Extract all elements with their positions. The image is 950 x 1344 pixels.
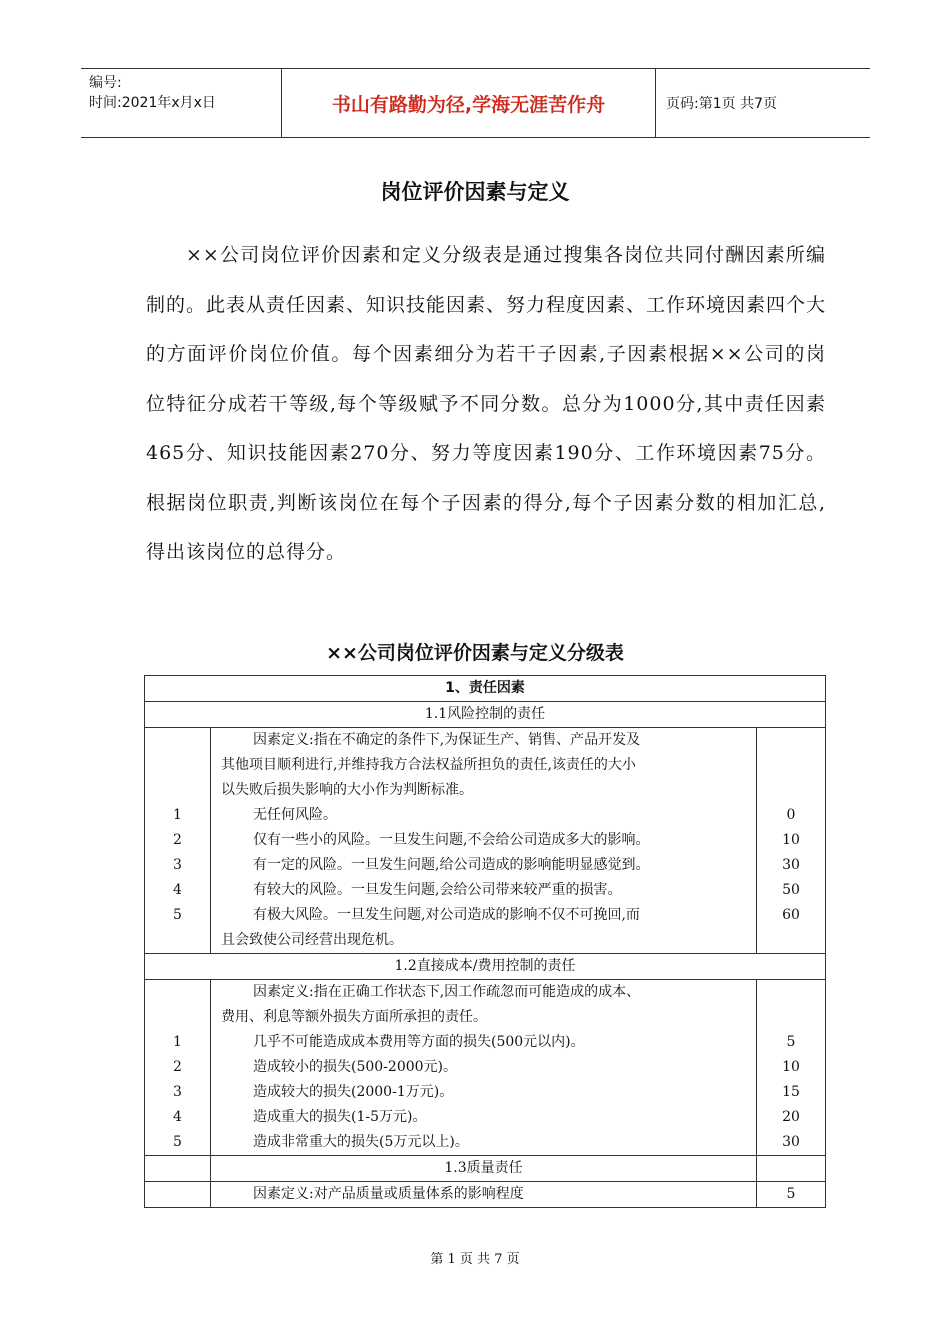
level-text: 有一定的风险。一旦发生问题,给公司造成的影响能明显感觉到。	[253, 857, 650, 873]
level-number: 5	[173, 907, 182, 923]
section-header-row	[145, 676, 826, 702]
level-points: 60	[782, 907, 800, 923]
level-number-column	[145, 980, 211, 1156]
subfactor-3-body	[145, 1182, 826, 1208]
time-label: 时间:2021年x月x日	[89, 95, 216, 111]
level-text: 有较大的风险。一旦发生问题,会给公司带来较严重的损害。	[253, 882, 622, 898]
level-points: 30	[782, 857, 800, 873]
definition-line: 因素定义:指在不确定的条件下,为保证生产、销售、产品开发及	[253, 732, 641, 748]
level-text: 造成重大的损失(1-5万元)。	[253, 1109, 427, 1125]
subfactor-1-title: 1.1风险控制的责任	[145, 702, 826, 728]
page-footer: 第 1 页 共 7 页	[430, 1252, 520, 1267]
subfactor-1-header-row	[145, 702, 826, 728]
code-label: 编号:	[89, 75, 122, 91]
definition-line: 费用、利息等额外损失方面所承担的责任。	[221, 1009, 487, 1025]
level-points: 15	[782, 1084, 800, 1100]
evaluation-table	[144, 675, 826, 1208]
level-text: 几乎不可能造成成本费用等方面的损失(500元以内)。	[253, 1034, 585, 1050]
level-points: 30	[782, 1134, 800, 1150]
level-number: 4	[173, 1109, 182, 1125]
level-points: 5	[786, 1034, 796, 1050]
subfactor-3-header-row	[145, 1156, 826, 1182]
level-text: 造成非常重大的损失(5万元以上)。	[253, 1134, 469, 1150]
intro-paragraph: ××公司岗位评价因素和定义分级表是通过搜集各岗位共同付酬因素所编制的。此表从责任因素、知识技能因素、努力程度因素、工作环境因素四个大的方面评价岗位价值。每个因素细分为若干子因素,子因素根据××公司的岗位特征分成若干等级,每个等级赋予不同分数。总分为1000分,其中责任因素465分、知识技能因素270分、努力等度因素190分、工作环境因素75分。根据岗位职责,判断该岗位在每个子因素的得分,每个子因素分数的相加汇总,得出该岗位的总得分。	[146, 244, 827, 563]
level-number: 3	[173, 857, 182, 873]
level-points: 20	[782, 1109, 800, 1125]
points-column	[757, 728, 826, 954]
subfactor-2-body	[145, 980, 826, 1156]
level-points: 0	[786, 807, 796, 823]
document-title: 岗位评价因素与定义	[380, 180, 570, 204]
level-number: 2	[173, 1059, 182, 1075]
section-header: 1、责任因素	[145, 676, 826, 702]
level-points: 10	[782, 1059, 800, 1075]
level-points: 5	[786, 1186, 796, 1202]
level-text: 无任何风险。	[253, 807, 337, 823]
level-number: 1	[173, 1034, 182, 1050]
subfactor-2-title: 1.2直接成本/费用控制的责任	[145, 954, 826, 980]
subfactor-1-body	[145, 728, 826, 954]
header-page-info: 页码:第1页 共7页	[666, 96, 777, 112]
description-column	[211, 980, 757, 1156]
definition-line: 其他项目顺利进行,并维持我方合法权益所担负的责任,该责任的大小	[221, 757, 636, 773]
level-number: 2	[173, 832, 182, 848]
page-header	[81, 68, 870, 138]
level-number-column	[145, 728, 211, 954]
level-text: 造成较小的损失(500-2000元)。	[253, 1059, 458, 1075]
definition-line: 因素定义:指在正确工作状态下,因工作疏忽而可能造成的成本、	[253, 984, 641, 1000]
header-meta	[81, 69, 281, 137]
level-number: 5	[173, 1134, 182, 1150]
level-text: 仅有一些小的风险。一旦发生问题,不会给公司造成多大的影响。	[253, 832, 650, 848]
level-number: 1	[173, 807, 182, 823]
level-text-continued: 且会致使公司经营出现危机。	[221, 932, 403, 948]
definition-line: 因素定义:对产品质量或质量体系的影响程度	[253, 1186, 524, 1202]
level-text: 造成较大的损失(2000-1万元)。	[253, 1084, 454, 1100]
points-column	[757, 980, 826, 1156]
subfactor-2-header-row	[145, 954, 826, 980]
header-motto: 书山有路勤为径,学海无涯苦作舟	[281, 69, 656, 137]
level-text: 有极大风险。一旦发生问题,对公司造成的影响不仅不可挽回,而	[253, 907, 640, 923]
level-number: 3	[173, 1084, 182, 1100]
definition-line: 以失败后损失影响的大小作为判断标准。	[221, 782, 473, 798]
level-number: 4	[173, 882, 182, 898]
table-title: ××公司岗位评价因素与定义分级表	[326, 642, 624, 664]
subfactor-3-title: 1.3质量责任	[211, 1156, 757, 1182]
description-column	[211, 728, 757, 954]
level-points: 10	[782, 832, 800, 848]
level-points: 50	[782, 882, 800, 898]
